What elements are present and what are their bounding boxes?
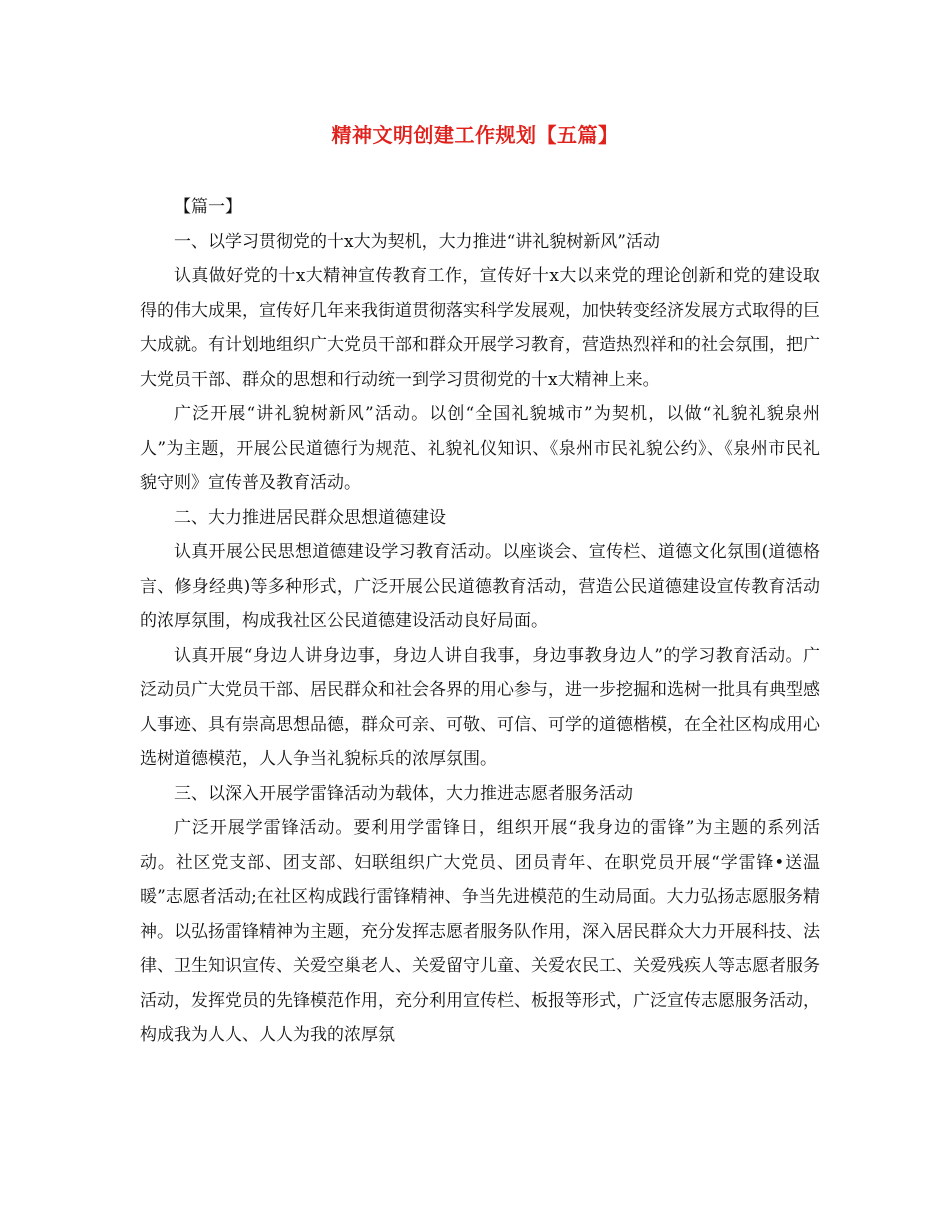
body-paragraph: 认真开展“身边人讲身边事，身边人讲自我事，身边事教身边人”的学习教育活动。广泛动员广大党员干部、居民群众和社会各界的用心参与，进一步挖掘和选树一批具有典型感人事迹、具有崇高思想品德，群众可亲、可敬、可信、可学的道德楷模，在全社区构成用心选树道德模范，人人争当礼貌标兵的浓厚氛围。 bbox=[140, 645, 820, 769]
section-label: 【篇一】 bbox=[174, 197, 242, 217]
body-paragraph: 广泛开展“讲礼貌树新风”活动。以创“全国礼貌城市”为契机，以做“礼貌礼貌泉州人”为主题，开展公民道德行为规范、礼貌礼仪知识、《泉州市民礼貌公约》、《泉州市民礼貌守则》宣传普及教育活动。 bbox=[140, 404, 820, 493]
body-paragraph: 认真做好党的十x大精神宣传教育工作，宣传好十x大以来党的理论创新和党的建设取得的伟大成果，宣传好几年来我街道贯彻落实科学发展观，加快转变经济发展方式取得的巨大成就。有计划地组织广大党员干部和群众开展学习教育，营造热烈祥和的社会氛围，把广大党员干部、群众的思想和行动统一到学习贯彻党的十x大精神上来。 bbox=[140, 266, 820, 390]
body-paragraph: 认真开展公民思想道德建设学习教育活动。以座谈会、宣传栏、道德文化氛围(道德格言、修身经典)等多种形式，广泛开展公民道德教育活动，营造公民道德建设宣传教育活动的浓厚氛围，构成我社区公民道德建设活动良好局面。 bbox=[140, 542, 820, 631]
section-heading: 一、以学习贯彻党的十x大为契机，大力推进“讲礼貌树新风”活动 bbox=[174, 231, 660, 252]
section-heading: 二、大力推进居民群众思想道德建设 bbox=[174, 507, 446, 528]
body-paragraph: 广泛开展学雷锋活动。要利用学雷锋日，组织开展“我身边的雷锋”为主题的系列活动。社区党支部、团支部、妇联组织广大党员、团员青年、在职党员开展“学雷锋•送温暖”志愿者活动;在社区构成践行雷锋精神、争当先进模范的生动局面。大力弘扬志愿服务精神。以弘扬雷锋精神为主题，充分发挥志愿者服务队作用，深入居民群众大力开展科技、法律、卫生知识宣传、关爱空巢老人、关爱留守儿童、关爱农民工、关爱残疾人等志愿者服务活动，发挥党员的先锋模范作用，充分利用宣传栏、板报等形式，广泛宣传志愿服务活动，构成我为人人、人人为我的浓厚氛 bbox=[140, 818, 820, 1045]
page-title: 精神文明创建工作规划【五篇】 bbox=[331, 123, 619, 147]
document-body bbox=[140, 190, 820, 1053]
section-heading: 三、以深入开展学雷锋活动为载体，大力推进志愿者服务活动 bbox=[174, 783, 633, 804]
